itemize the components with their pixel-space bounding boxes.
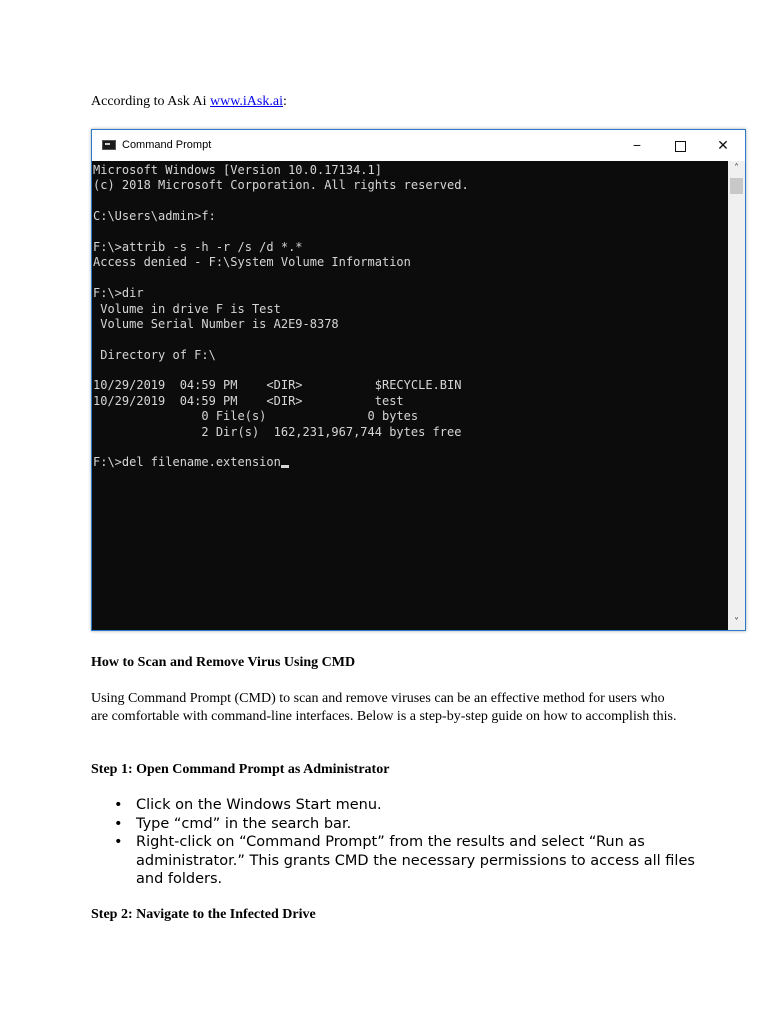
article-paragraph: Using Command Prompt (CMD) to scan and remove viruses can be an effective method for users who are comfortable with command-line interfaces. Below is a step-by-step guide on how to accomplish this.: [91, 691, 677, 724]
console-line: [93, 271, 728, 286]
console-line: F:\>del filename.extension: [93, 455, 728, 470]
text-cursor: [281, 465, 289, 468]
cmd-app-icon: [102, 140, 116, 150]
console-line: Volume Serial Number is A2E9-8378: [93, 316, 339, 331]
console-line: [93, 440, 728, 455]
step2-heading: Step 2: Navigate to the Infected Drive: [91, 907, 316, 922]
console-line: C:\Users\admin>f:: [93, 209, 216, 224]
close-icon: ✕: [717, 137, 729, 153]
scroll-down-icon: ˅: [734, 617, 739, 628]
console-line: [93, 225, 728, 240]
step1-heading: Step 1: Open Command Prompt as Administrator: [91, 762, 390, 777]
console-line: Access denied - F:\System Volume Information: [93, 255, 411, 270]
console-line: F:\>attrib -s -h -r /s /d *.*: [93, 239, 303, 254]
console-line: 0 File(s) 0 bytes: [93, 409, 419, 424]
minimize-icon: −: [632, 137, 642, 153]
intro-prefix: According to Ask Ai: [91, 94, 210, 109]
list-item: • Click on the Windows Start menu.: [136, 796, 706, 815]
intro-suffix: :: [282, 94, 287, 109]
cmd-console-output: [92, 161, 728, 630]
cmd-window-title: Command Prompt: [122, 139, 212, 151]
console-line: [93, 194, 728, 209]
list-item: • Type “cmd” in the search bar.: [136, 815, 706, 834]
console-line: Volume in drive F is Test: [93, 301, 281, 316]
console-line: Directory of F:\: [93, 347, 216, 362]
maximize-icon: [658, 130, 702, 161]
article-heading: How to Scan and Remove Virus Using CMD: [91, 655, 356, 670]
console-line: [93, 363, 728, 378]
cmd-titlebar: [92, 130, 745, 161]
console-line: F:\>dir: [93, 286, 144, 301]
scroll-thumb: [730, 178, 743, 194]
iask-link[interactable]: www.iAsk.ai: [210, 94, 283, 109]
console-line: 10/29/2019 04:59 PM <DIR> test: [93, 393, 404, 408]
console-line: (c) 2018 Microsoft Corporation. All rights reserved.: [93, 178, 469, 193]
console-line: Microsoft Windows [Version 10.0.17134.1]: [93, 163, 382, 177]
console-line: 2 Dir(s) 162,231,967,744 bytes free: [93, 424, 462, 439]
list-item: • Right-click on “Command Prompt” from the results and select “Run as administrator.” This grants CMD the necessary permissions to access all files and folders.: [136, 833, 706, 889]
console-line: 10/29/2019 04:59 PM <DIR> $RECYCLE.BIN: [93, 378, 462, 393]
scroll-up-icon: ˄: [734, 163, 739, 174]
step1-list: [91, 796, 706, 889]
intro-line: [91, 94, 287, 110]
console-line: [93, 332, 728, 347]
command-prompt-screenshot: [91, 129, 746, 631]
cmd-scrollbar: [728, 161, 745, 630]
